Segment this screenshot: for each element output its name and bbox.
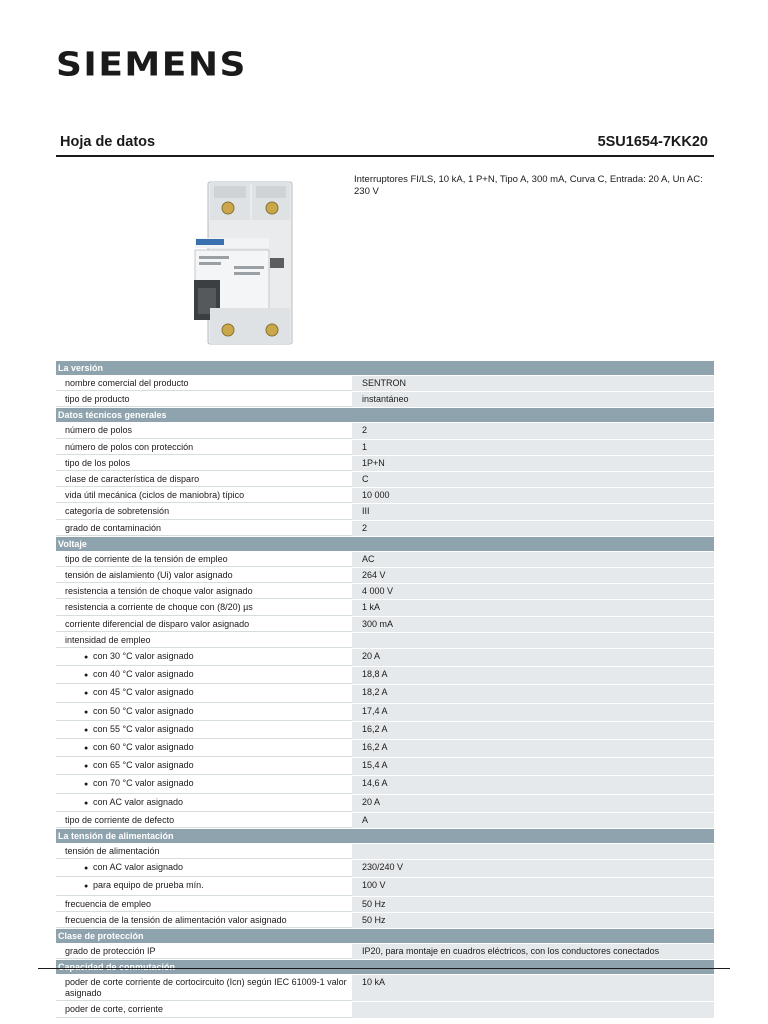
row-value: 10 000 [352, 488, 714, 503]
row-value: 18,2 A [352, 685, 714, 702]
row-label [56, 913, 352, 928]
row-value: AC [352, 552, 714, 567]
table-row [56, 1002, 714, 1018]
table-row [56, 897, 714, 913]
table-row [56, 722, 714, 740]
row-label-text: poder de corte, corriente [65, 1004, 164, 1015]
table-row [56, 440, 714, 456]
document-header [56, 133, 714, 157]
row-label-text: resistencia a corriente de choque con (8/20) µs [65, 602, 253, 613]
row-label-text: grado de protección IP [65, 946, 156, 957]
row-label [56, 568, 352, 583]
row-label [56, 776, 352, 793]
bullet-icon: ● [84, 672, 89, 680]
table-row [56, 521, 714, 537]
table-row [56, 776, 714, 794]
row-label [56, 944, 352, 959]
table-row [56, 878, 714, 896]
table-row [56, 813, 714, 829]
bullet-icon: ● [84, 726, 89, 734]
row-value: C [352, 472, 714, 487]
row-label [56, 758, 352, 775]
row-label-text: con AC valor asignado [93, 796, 184, 807]
row-label-text: con 55 °C valor asignado [93, 723, 194, 734]
row-value: 50 Hz [352, 897, 714, 912]
bullet-icon: ● [84, 763, 89, 771]
row-label-text: tipo de producto [65, 394, 130, 405]
bullet-icon: ● [84, 745, 89, 753]
bullet-icon: ● [84, 781, 89, 789]
row-value: 264 V [352, 568, 714, 583]
row-value: 15,4 A [352, 758, 714, 775]
row-label-text: número de polos con protección [65, 441, 194, 452]
row-value: 1 kA [352, 600, 714, 615]
row-value: A [352, 813, 714, 828]
row-label [56, 1002, 352, 1017]
table-row [56, 649, 714, 667]
row-label [56, 844, 352, 859]
table-row [56, 617, 714, 633]
table-row [56, 584, 714, 600]
row-label-text: con AC valor asignado [93, 862, 184, 873]
table-row [56, 504, 714, 520]
bullet-icon: ● [84, 708, 89, 716]
row-value: III [352, 504, 714, 519]
row-label [56, 633, 352, 648]
row-label [56, 878, 352, 895]
product-code: 5SU1654-7KK20 [597, 134, 708, 150]
section-header: Datos técnicos generales [56, 408, 714, 423]
product-image [190, 180, 296, 348]
bullet-icon: ● [84, 865, 89, 873]
row-label-text: clase de característica de disparo [65, 474, 200, 485]
row-value: 1P+N [352, 456, 714, 471]
row-label [56, 897, 352, 912]
row-label [56, 813, 352, 828]
row-label [56, 472, 352, 487]
row-label-text: tipo de corriente de defecto [65, 814, 175, 825]
table-row [56, 392, 714, 408]
row-label-text: para equipo de prueba mín. [93, 880, 204, 891]
row-value: 14,6 A [352, 776, 714, 793]
row-label [56, 975, 352, 1001]
section-header: La versión [56, 361, 714, 376]
row-label-text: vida útil mecánica (ciclos de maniobra) típico [65, 490, 245, 501]
table-row [56, 456, 714, 472]
row-label-text: categoría de sobretensión [65, 506, 170, 517]
row-value: 17,4 A [352, 704, 714, 721]
row-label-text: con 60 °C valor asignado [93, 742, 194, 753]
table-row [56, 376, 714, 392]
table-row [56, 758, 714, 776]
table-row [56, 552, 714, 568]
row-label [56, 392, 352, 407]
row-label [56, 521, 352, 536]
row-label [56, 704, 352, 721]
row-label-text: grado de contaminación [65, 522, 162, 533]
row-value: 300 mA [352, 617, 714, 632]
table-row [56, 740, 714, 758]
row-label-text: tipo de corriente de la tensión de empleo [65, 553, 228, 564]
table-row [56, 795, 714, 813]
row-label [56, 552, 352, 567]
bullet-icon: ● [84, 654, 89, 662]
row-value: 2 [352, 423, 714, 438]
row-value [352, 844, 714, 859]
row-label [56, 860, 352, 877]
siemens-logo: SIEMENS [56, 46, 247, 84]
document-title: Hoja de datos [60, 134, 156, 150]
row-label-text: tensión de aislamiento (Ui) valor asignado [65, 570, 233, 581]
row-value: 4 000 V [352, 584, 714, 599]
row-label-text: intensidad de empleo [65, 634, 151, 645]
row-label [56, 504, 352, 519]
row-value: instantáneo [352, 392, 714, 407]
table-row [56, 860, 714, 878]
product-description: Interruptores FI/LS, 10 kA, 1 P+N, Tipo A, 300 mA, Curva C, Entrada: 20 A, Un AC: 230 V [354, 174, 703, 197]
table-row [56, 472, 714, 488]
section-header: Clase de protección [56, 929, 714, 944]
table-row [56, 944, 714, 960]
table-row [56, 633, 714, 649]
row-label-text: resistencia a tensión de choque valor asignado [65, 586, 253, 597]
table-row [56, 704, 714, 722]
bullet-icon: ● [84, 690, 89, 698]
table-row [56, 488, 714, 504]
row-value: 18,8 A [352, 667, 714, 684]
row-value: 1 [352, 440, 714, 455]
row-label-text: con 70 °C valor asignado [93, 778, 194, 789]
row-value: 10 kA [352, 975, 714, 1001]
row-label-text: con 50 °C valor asignado [93, 705, 194, 716]
row-label [56, 423, 352, 438]
row-label-text: frecuencia de la tensión de alimentación valor asignado [65, 914, 287, 925]
row-value: 20 A [352, 795, 714, 812]
row-value: 230/240 V [352, 860, 714, 877]
row-label [56, 617, 352, 632]
table-row [56, 913, 714, 929]
spec-table [56, 361, 714, 1019]
row-value: 16,2 A [352, 722, 714, 739]
bullet-icon: ● [84, 883, 89, 891]
row-label-text: nombre comercial del producto [65, 378, 189, 388]
row-label [56, 667, 352, 684]
row-label [56, 456, 352, 471]
row-value [352, 633, 714, 648]
table-row [56, 600, 714, 616]
row-label [56, 685, 352, 702]
bullet-icon: ● [84, 799, 89, 807]
table-row [56, 844, 714, 860]
row-value: 2 [352, 521, 714, 536]
row-label-text: con 45 °C valor asignado [93, 687, 194, 698]
row-label [56, 600, 352, 615]
row-label [56, 376, 352, 391]
section-header: Voltaje [56, 537, 714, 552]
row-value [352, 1002, 714, 1017]
row-value: IP20, para montaje en cuadros eléctricos, con los conductores conectados [352, 944, 714, 959]
row-label-text: corriente diferencial de disparo valor asignado [65, 618, 250, 629]
row-label [56, 722, 352, 739]
row-label [56, 740, 352, 757]
footer-divider [38, 968, 730, 969]
row-value: 16,2 A [352, 740, 714, 757]
row-label-text: con 40 °C valor asignado [93, 669, 194, 680]
row-label [56, 440, 352, 455]
table-row [56, 568, 714, 584]
row-value: 100 V [352, 878, 714, 895]
table-row [56, 667, 714, 685]
table-row [56, 975, 714, 1002]
table-row [56, 423, 714, 439]
row-value: SENTRON [352, 376, 714, 391]
row-label-text: frecuencia de empleo [65, 898, 152, 909]
row-label [56, 488, 352, 503]
table-row [56, 685, 714, 703]
row-label [56, 584, 352, 599]
row-value: 20 A [352, 649, 714, 666]
section-header: La tensión de alimentación [56, 829, 714, 844]
row-label-text: con 65 °C valor asignado [93, 760, 194, 771]
row-label [56, 649, 352, 666]
row-label [56, 795, 352, 812]
row-label-text: con 30 °C valor asignado [93, 651, 194, 662]
row-label-text: tensión de alimentación [65, 846, 160, 857]
row-label-text: número de polos [65, 425, 133, 436]
row-value: 50 Hz [352, 913, 714, 928]
row-label-text: tipo de los polos [65, 457, 131, 468]
row-label-text: poder de corte corriente de cortocircuito (Icn) según IEC 61009-1 valor asignado [65, 977, 347, 999]
